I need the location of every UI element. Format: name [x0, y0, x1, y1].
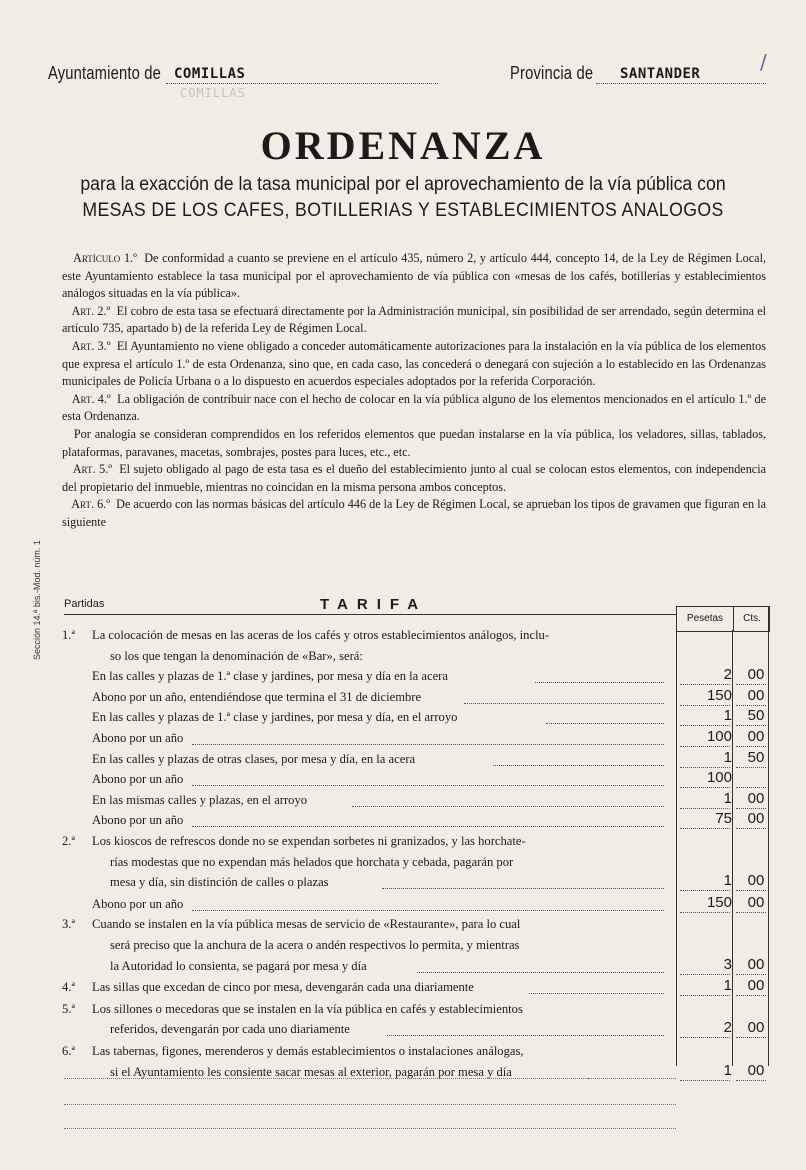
- article-2: [62, 303, 766, 338]
- leader-dots: [192, 826, 664, 827]
- cts-value: 50: [747, 748, 765, 766]
- leader-dots: [192, 910, 664, 911]
- article-6: [62, 496, 766, 531]
- cts-underline: [736, 890, 766, 891]
- tarifa-row-text: En las calles y plazas de 1.ª clase y jardines, por mesa y día en la acera: [92, 669, 448, 684]
- tarifa-row-number: 4.ª: [62, 980, 75, 995]
- leader-dots: [546, 723, 664, 724]
- tarifa-title: TARIFA: [320, 596, 428, 613]
- pesetas-underline: [680, 828, 730, 829]
- cts-underline: [736, 995, 766, 996]
- pesetas-underline: [680, 705, 730, 706]
- pesetas-value: 1: [723, 748, 732, 766]
- pesetas-underline: [680, 974, 730, 975]
- cts-value: 00: [747, 789, 765, 807]
- tarifa-row-number: 5.ª: [62, 1001, 75, 1016]
- pesetas-value: 75: [715, 810, 732, 828]
- leader-dots: [352, 806, 664, 807]
- column-rule-middle: [732, 630, 733, 1066]
- sidebar-note-text: Sección 14.ª bis.-Mod. núm. 1: [32, 540, 42, 660]
- tarifa-row-number: 6.ª: [62, 1044, 75, 1058]
- pesetas-value: 3: [723, 955, 732, 973]
- subtitle-line-1: para la exacción de la tasa municipal por el aprovechamiento de la vía pública con: [80, 174, 726, 195]
- cts-underline: [736, 808, 766, 809]
- cts-value: 00: [747, 810, 765, 828]
- pesetas-value: 1: [723, 1061, 732, 1079]
- ghost-stamp: COMILLAS: [180, 86, 246, 100]
- article-1: [62, 250, 766, 303]
- pesetas-value: 1: [723, 789, 732, 807]
- tarifa-row-number: 1.ª: [62, 628, 75, 642]
- leader-dots: [417, 972, 664, 973]
- pesetas-underline: [680, 1080, 730, 1081]
- tarifa-row-text: En las calles y plazas de otras clases, por mesa y día, en la acera: [92, 751, 416, 766]
- pesetas-value: 1: [723, 707, 732, 725]
- cts-underline: [736, 705, 766, 706]
- tarifa-row-text: referidos, devengarán por cada uno diariamente: [110, 1022, 350, 1037]
- article-text: De acuerdo con las normas básicas del artículo 446 de la Ley de Régimen Local, se aprueban los tipos de gravamen que figuran en la siguiente: [62, 497, 767, 529]
- pesetas-value: 1: [723, 977, 732, 995]
- tarifa-row-text: Abono por un año: [92, 813, 184, 828]
- tarifa-row-text: En las calles y plazas de 1.ª clase y jardines, por mesa y día, en el arroyo: [92, 710, 458, 725]
- cts-value: 00: [747, 893, 765, 911]
- pesetas-header: Pesetas: [686, 613, 724, 624]
- cts-underline: [736, 767, 766, 768]
- tarifa-row-number: 3.ª: [62, 917, 75, 932]
- header-line: [48, 58, 766, 88]
- tarifa-row-text: Abono por un año, entendiéndose que termina el 31 de diciembre: [92, 689, 422, 704]
- pesetas-underline: [680, 787, 730, 788]
- article-label: Art. 4.º: [71, 391, 111, 406]
- cts-value: 00: [747, 728, 765, 745]
- partidas-label: Partidas: [64, 598, 105, 610]
- tarifa-row-text: Los sillones o mecedoras que se instalen en la vía pública en cafés y establecimientos: [92, 1001, 523, 1016]
- tarifa-row-text: La colocación de mesas en las aceras de los cafés y otros establecimientos análogos, inclu-: [92, 628, 550, 642]
- pesetas-value: 2: [723, 666, 732, 684]
- cts-underline: [736, 828, 766, 829]
- tarifa-rule: [64, 614, 676, 615]
- pesetas-value: 2: [723, 1019, 732, 1037]
- cts-underline: [736, 725, 766, 726]
- tarifa-row-text: En las mismas calles y plazas, en el arroyo: [92, 792, 308, 807]
- blank-line: [64, 1104, 676, 1105]
- pesetas-value: 100: [706, 769, 732, 787]
- leader-dots: [192, 744, 664, 745]
- ayuntamiento-dotted-line: [166, 82, 438, 84]
- ayuntamiento-value: COMILLAS: [174, 66, 246, 82]
- cts-underline: [736, 1037, 766, 1038]
- sidebar-note: [22, 500, 42, 660]
- cts-header: Cts.: [733, 607, 770, 631]
- pesetas-value: 150: [706, 893, 732, 911]
- pesetas-underline: [680, 767, 730, 768]
- cts-value: 00: [747, 872, 765, 890]
- pesetas-underline: [680, 890, 730, 891]
- cts-underline: [736, 1080, 766, 1081]
- pesetas-value: 100: [706, 728, 732, 745]
- leader-dots: [493, 765, 664, 766]
- pesetas-value: 1: [723, 872, 732, 890]
- cts-value: 00: [747, 666, 765, 684]
- article-4-analogy: [62, 426, 766, 461]
- cts-value: 00: [747, 977, 765, 995]
- cts-value: 00: [747, 1019, 765, 1037]
- subtitle-line-2: MESAS DE LOS CAFES, BOTILLERIAS Y ESTABLECIMIENTOS ANALOGOS: [82, 200, 724, 221]
- articles-body: [62, 250, 766, 532]
- cts-value: 00: [747, 686, 765, 704]
- article-text: El Ayuntamiento no viene obligado a conceder automáticamente autorizaciones para la instalación en la vía pública de los elementos que expresa el artículo 1.º de esta Ordenanza, sino que, en cada caso, las concederá o denegará con sujeción a lo establecido en las Ordenanzas municipales de Policía Urbana o a lo dispuesto en acuerdos especiales adoptados por la referida Corporación.: [62, 338, 766, 389]
- blank-line: [64, 1128, 676, 1129]
- cts-underline: [736, 746, 766, 747]
- pesetas-underline: [680, 746, 730, 747]
- tarifa-row-text: Abono por un año: [92, 896, 184, 911]
- cts-value: 50: [747, 707, 765, 725]
- pesetas-underline: [680, 912, 730, 913]
- leader-dots: [464, 703, 664, 704]
- pesetas-underline: [680, 1037, 730, 1038]
- tarifa-row-text: so los que tengan la denominación de «Bar», será:: [110, 648, 363, 663]
- document-title: ORDENANZA: [260, 123, 546, 168]
- pesetas-underline: [680, 684, 730, 685]
- article-label: Art. 5.º: [72, 462, 113, 477]
- tarifa-row-text: rías modestas que no expendan más helados que horchata y cebada, pagarán por: [110, 854, 514, 869]
- leader-dots: [387, 1035, 664, 1036]
- leader-dots: [192, 785, 664, 786]
- cts-underline: [736, 912, 766, 913]
- pesetas-underline: [680, 725, 730, 726]
- tarifa-row-text: Abono por un año: [92, 772, 184, 787]
- provincia-value: SANTANDER: [620, 66, 701, 82]
- tarifa-row-text: Las tabernas, figones, merenderos y demás establecimientos o instalaciones análogas,: [92, 1044, 524, 1058]
- pesetas-underline: [680, 808, 730, 809]
- blank-line: [64, 1078, 676, 1079]
- cts-underline: [736, 787, 766, 788]
- tarifa-row-text: la Autoridad lo consienta, se pagará por mesa y día: [110, 958, 367, 973]
- cts-value: 00: [747, 1061, 765, 1079]
- tarifa-row-text: Los kioscos de refrescos donde no se expendan sorbetes ni granizados, y las horchate-: [92, 834, 526, 848]
- tarifa-row-number: 2.ª: [62, 834, 75, 848]
- column-rule-left: [676, 630, 677, 1066]
- pesetas-underline: [680, 995, 730, 996]
- leader-dots: [529, 993, 664, 994]
- article-label: Art. 6.º: [71, 497, 110, 512]
- check-mark-icon: /: [760, 50, 767, 74]
- amount-column-header: [676, 606, 770, 632]
- tarifa-row-text: si el Ayuntamiento les consiente sacar mesas al exterior, pagarán por mesa y día: [110, 1064, 512, 1079]
- leader-dots: [382, 888, 665, 889]
- ayuntamiento-label: Ayuntamiento de: [48, 63, 161, 83]
- article-text: El sujeto obligado al pago de esta tasa es el dueño del establecimiento junto al cual se colocan estos elementos, con independencia del propietario del inmueble, mientras no coincidan en la misma persona ambos conceptos.: [62, 462, 767, 494]
- tarifa-row-text: Las sillas que excedan de cinco por mesa, devengarán cada una diariamente: [92, 980, 474, 995]
- tarifa-row-text: Abono por un año: [92, 731, 184, 745]
- article-3: [62, 338, 766, 391]
- provincia-dotted-line: [596, 82, 766, 84]
- article-5: [62, 461, 766, 496]
- article-4: [62, 391, 766, 426]
- article-text: El cobro de esta tasa se efectuará directamente por la Administración municipal, sin posibilidad de ser arrendado, según determina el artículo 735, apartado b) de la referida Ley de Régimen Local.: [62, 303, 767, 336]
- article-text: La obligación de contribuir nace con el hecho de colocar en la vía pública alguno de los elementos mencionados en el artículo 1.º de esta Ordenanza.: [62, 391, 767, 424]
- cts-underline: [736, 684, 766, 685]
- cts-underline: [736, 974, 766, 975]
- tarifa-row-text: mesa y día, sin distinción de calles o plazas: [110, 875, 329, 890]
- article-label: Art. 3.º: [71, 338, 111, 353]
- tarifa-row-text: Cuando se instalen en la vía pública mesas de servicio de «Restaurante», para lo cual: [92, 917, 521, 932]
- leader-dots: [535, 682, 664, 683]
- article-label: Artículo 1.º: [73, 251, 137, 265]
- provincia-label: Provincia de: [510, 63, 594, 83]
- pesetas-value: 150: [706, 686, 732, 704]
- article-label: Art. 2.º: [71, 303, 111, 318]
- cts-value: 00: [747, 955, 765, 973]
- article-text: Por analogía se consideran comprendidos en los referidos elementos que puedan instalarse en la vía pública, los veladores, sillas, tablados, plataformas, paravanes, macetas, sombrajes, postes para luces, etc., etc.: [62, 426, 766, 459]
- tarifa-row-text: será preciso que la anchura de la acera o andén respectivos lo permita, y mientras: [110, 938, 520, 952]
- article-text: De conformidad a cuanto se previene en el artículo 435, número 2, y artículo 444, concepto 14, de la Ley de Régimen Local, este Ayuntamiento establece la tasa municipal por el aprovechamiento de vía pública con «mesas de los cafés, botillerías y establecimientos análogos situadas en la vía pública».: [62, 251, 767, 301]
